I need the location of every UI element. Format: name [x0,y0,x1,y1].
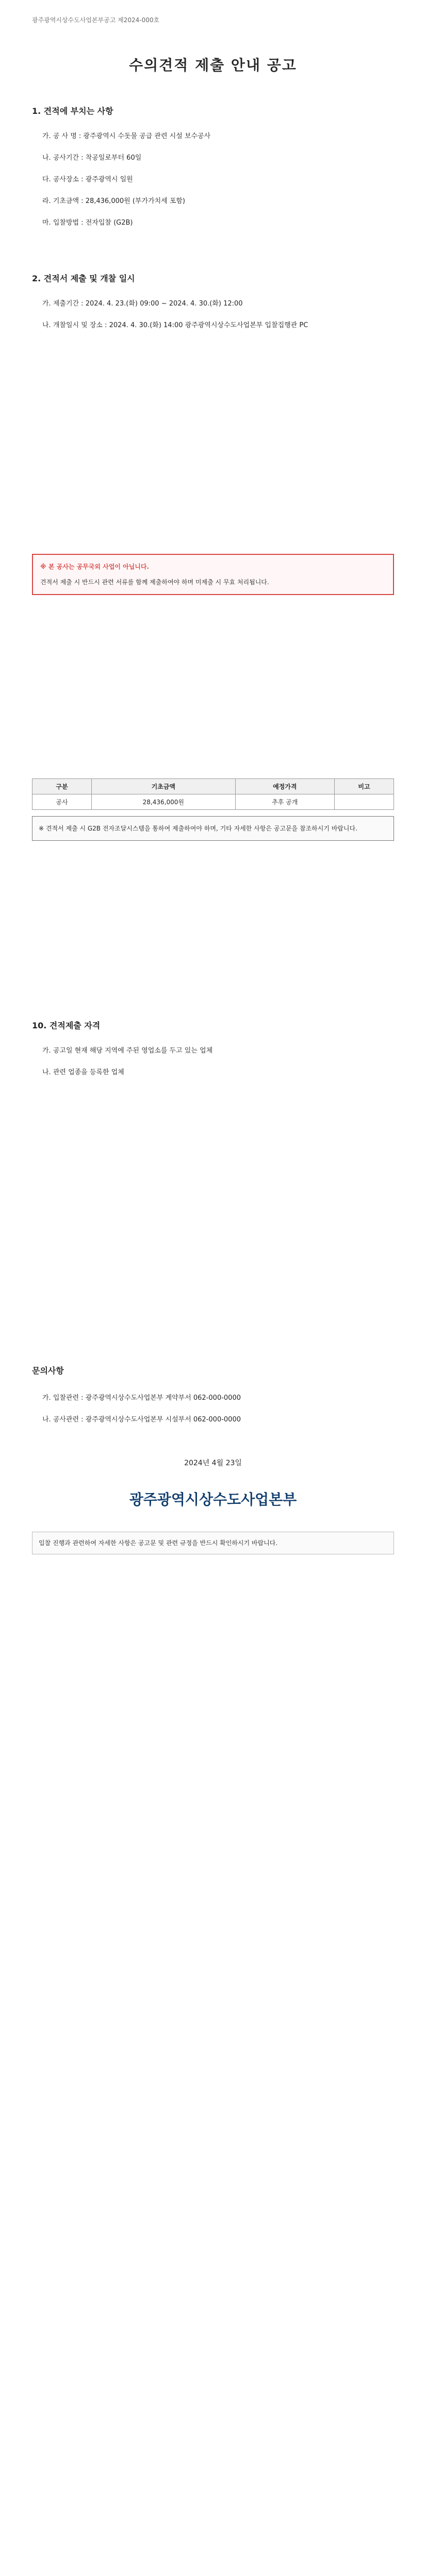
issue-date: 2024년 4월 23일 [184,1459,242,1467]
section-1-line-5: 마. 입찰방법 : 전자입찰 (G2B) [42,219,133,227]
table-cell: 28,436,000원 [92,794,236,810]
misc-line-2: 나. 관련 업종을 등록한 업체 [42,1069,124,1076]
table-cell: 공사 [32,794,92,810]
table-cell [334,794,394,810]
misc-line-1: 가. 공고일 현재 해당 지역에 주된 영업소를 두고 있는 업체 [42,1047,213,1055]
content-spacer-6 [32,1812,394,2039]
page-title: 수의견적 제출 안내 공고 [129,57,297,74]
section-1-line-4: 라. 기초금액 : 28,436,000원 (부가가치세 포함) [42,197,186,205]
content-spacer-7 [32,2039,394,2265]
contact-title: 문의사항 [32,1366,64,1376]
table-header: 구분 [32,779,92,794]
section-2 [32,272,394,333]
contact-line-1: 가. 입찰관련 : 광주광역시상수도사업본부 계약부서 062-000-0000 [42,1394,241,1402]
section-title-2: 2. 견적서 제출 및 개찰 일시 [32,274,135,283]
content-spacer-4 [32,1122,394,1348]
price-table [32,778,394,810]
bottom-note: 입찰 진행과 관련하여 자세한 사항은 공고문 및 관련 규정을 반드시 확인하시기 바랍니다. [32,1532,394,1554]
notice-number: 광주광역시상수도사업본부공고 제2024-000호 [32,16,160,24]
table-row [32,794,394,810]
section-2-line-2: 나. 개찰일시 및 장소 : 2024. 4. 30.(화) 14:00 광주광역시상수도사업본부 입찰집행관 PC [42,321,308,329]
content-spacer-5 [32,1585,394,1812]
important-notice [32,554,394,595]
section-misc [32,1019,394,1080]
content-spacer-3 [32,849,394,1019]
section-1-line-2: 나. 공사기간 : 착공일로부터 60일 [42,154,142,162]
info-box: ※ 견적서 제출 시 G2B 전자조달시스템을 통하여 제출하여야 하며, 기타 자세한 사항은 공고문을 참조하시기 바랍니다. [32,816,394,841]
table-header: 예정가격 [235,779,334,794]
content-spacer-1 [32,375,394,545]
notice-heading: ※ 본 공사는 공무국외 사업이 아닙니다. [40,563,149,570]
section-title-1: 1. 견적에 부치는 사항 [32,106,113,116]
section-2-line-1: 가. 제출기간 : 2024. 4. 23.(화) 09:00 ~ 2024. 4. 30.(화) 12:00 [42,300,243,308]
section-1-line-3: 다. 공사장소 : 광주광역시 일원 [42,176,133,183]
content-spacer-2 [32,604,394,774]
table-header-row [32,779,394,794]
section-title-misc: 10. 견적제출 자격 [32,1021,101,1030]
table-header: 기초금액 [92,779,236,794]
section-1 [32,105,394,231]
table-header: 비고 [334,779,394,794]
content-spacer-8 [32,2265,394,2492]
contact-line-2: 나. 공사관련 : 광주광역시상수도사업본부 시설부서 062-000-0000 [42,1416,241,1423]
table-cell: 추후 공개 [235,794,334,810]
section-1-line-1: 가. 공 사 명 : 광주광역시 수돗물 공급 관련 시설 보수공사 [42,132,211,140]
contact-section [32,1364,394,1428]
document [32,12,394,2492]
notice-body: 견적서 제출 시 반드시 관련 서류를 함께 제출하여야 하며 미제출 시 무효 처리됩니다. [40,579,269,586]
agency-name: 광주광역시상수도사업본부 [129,1491,297,1508]
